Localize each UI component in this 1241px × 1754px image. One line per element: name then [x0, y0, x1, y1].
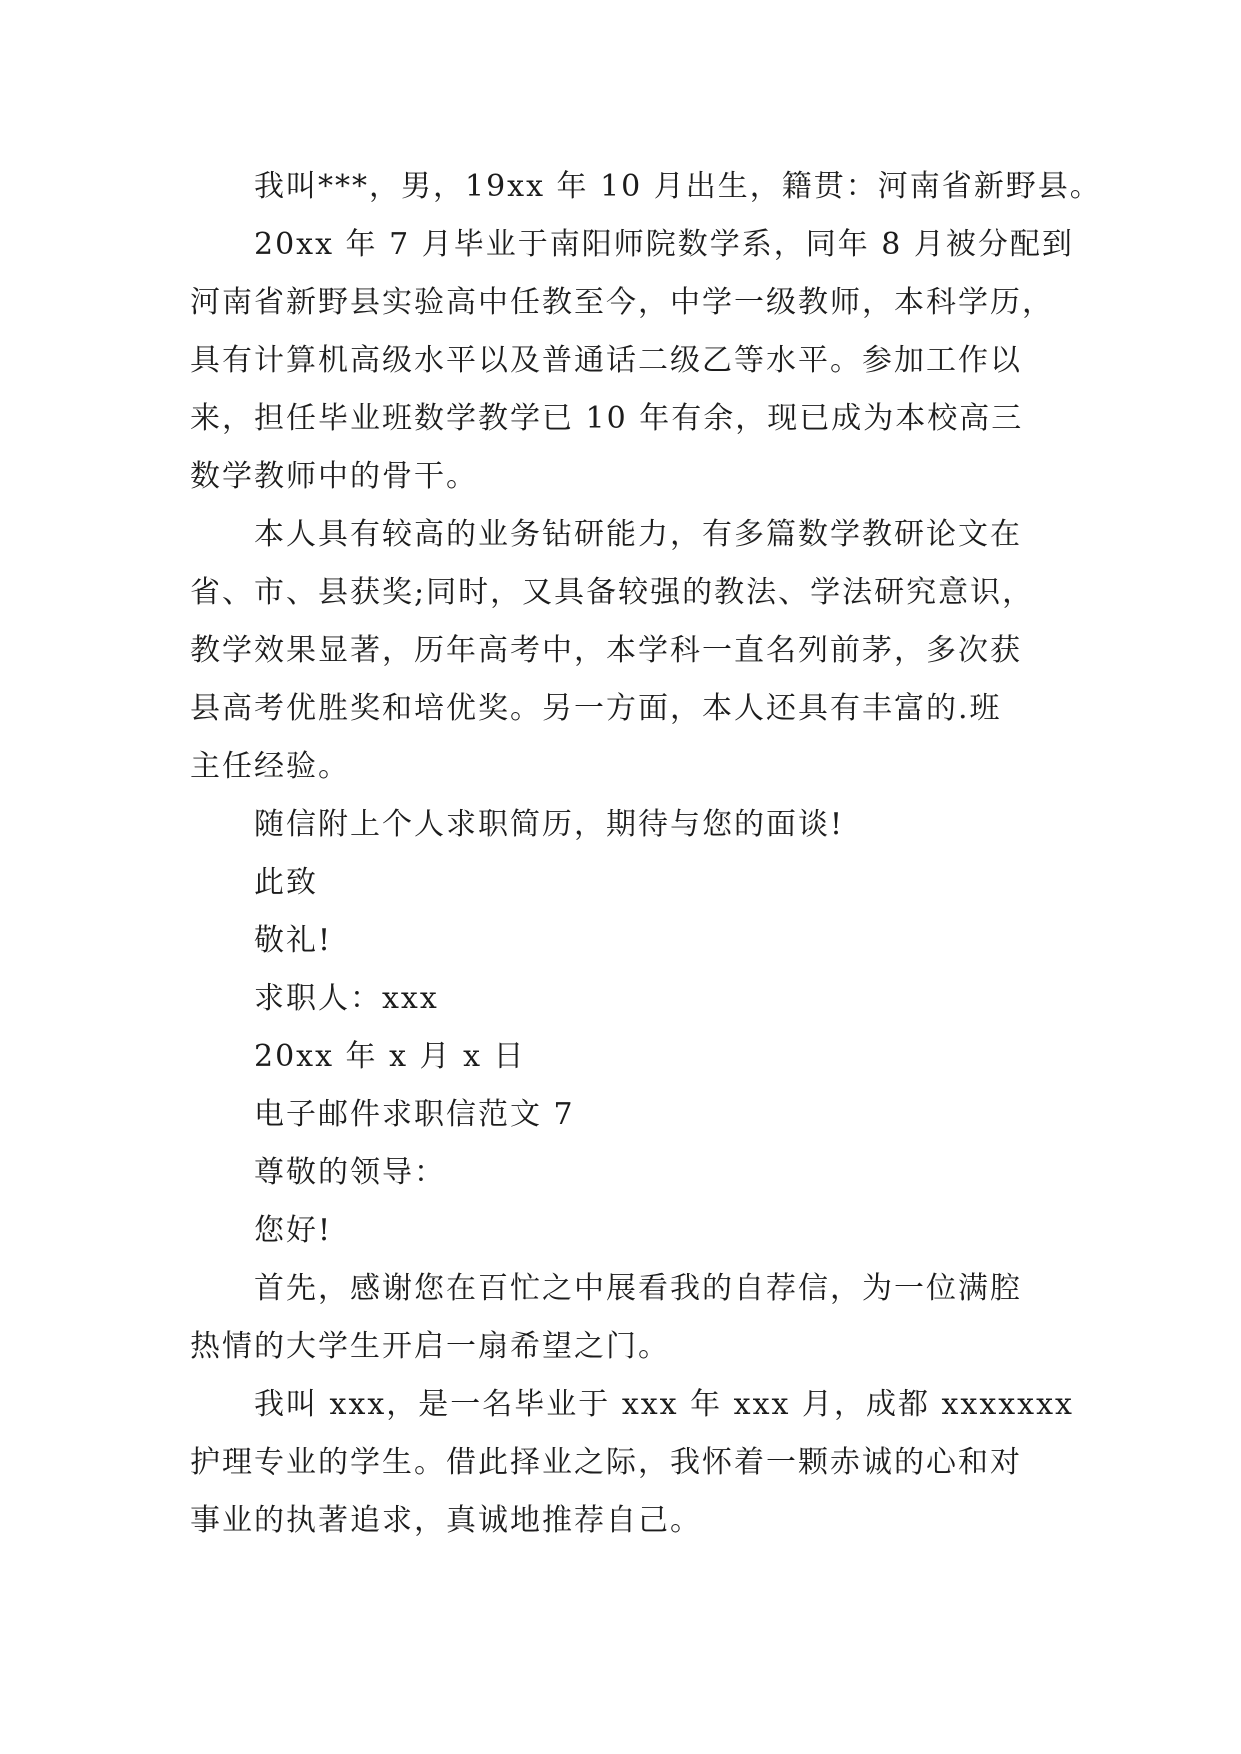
text-line: 主任经验。	[190, 749, 350, 784]
text-line: 具有计算机高级水平以及普通话二级乙等水平。参加工作以	[190, 343, 1022, 378]
salutation-closing: 此致	[254, 865, 318, 900]
signature-date: 20xx 年 x 月 x 日	[254, 1039, 526, 1074]
text-line: 河南省新野县实验高中任教至今，中学一级教师，本科学历，	[190, 285, 1054, 320]
greeting: 尊敬的领导：	[254, 1155, 446, 1190]
text-line: 省、市、县获奖;同时，又具备较强的教法、学法研究意识，	[190, 575, 1035, 610]
text-line: 县高考优胜奖和培优奖。另一方面，本人还具有丰富的.班	[190, 691, 1002, 726]
letter-body	[190, 158, 1102, 1550]
text-line: 我叫***，男，19xx 年 10 月出生，籍贯：河南省新野县。	[254, 169, 1102, 204]
text-line: 随信附上个人求职简历，期待与您的面谈!	[254, 807, 845, 842]
text-line: 护理专业的学生。借此择业之际，我怀着一颗赤诚的心和对	[190, 1445, 1022, 1480]
text-line: 首先，感谢您在百忙之中展看我的自荐信，为一位满腔	[254, 1271, 1022, 1306]
section-title: 电子邮件求职信范文 7	[254, 1097, 575, 1132]
text-line: 教学效果显著，历年高考中，本学科一直名列前茅，多次获	[190, 633, 1022, 668]
signature-name: 求职人：xxx	[254, 981, 439, 1016]
text-line: 数学教师中的骨干。	[190, 459, 478, 494]
text-line: 来，担任毕业班数学教学已 10 年有余，现已成为本校高三	[190, 401, 1024, 436]
salutation-regards: 敬礼!	[254, 923, 333, 958]
text-line: 我叫 xxx，是一名毕业于 xxx 年 xxx 月，成都 xxxxxxx	[254, 1387, 1074, 1422]
text-line: 20xx 年 7 月毕业于南阳师院数学系，同年 8 月被分配到	[254, 227, 1074, 262]
text-line: 事业的执著追求，真诚地推荐自己。	[190, 1503, 702, 1538]
greeting-hello: 您好!	[254, 1213, 333, 1248]
text-line: 热情的大学生开启一扇希望之门。	[190, 1329, 670, 1364]
text-line: 本人具有较高的业务钻研能力，有多篇数学教研论文在	[254, 517, 1022, 552]
